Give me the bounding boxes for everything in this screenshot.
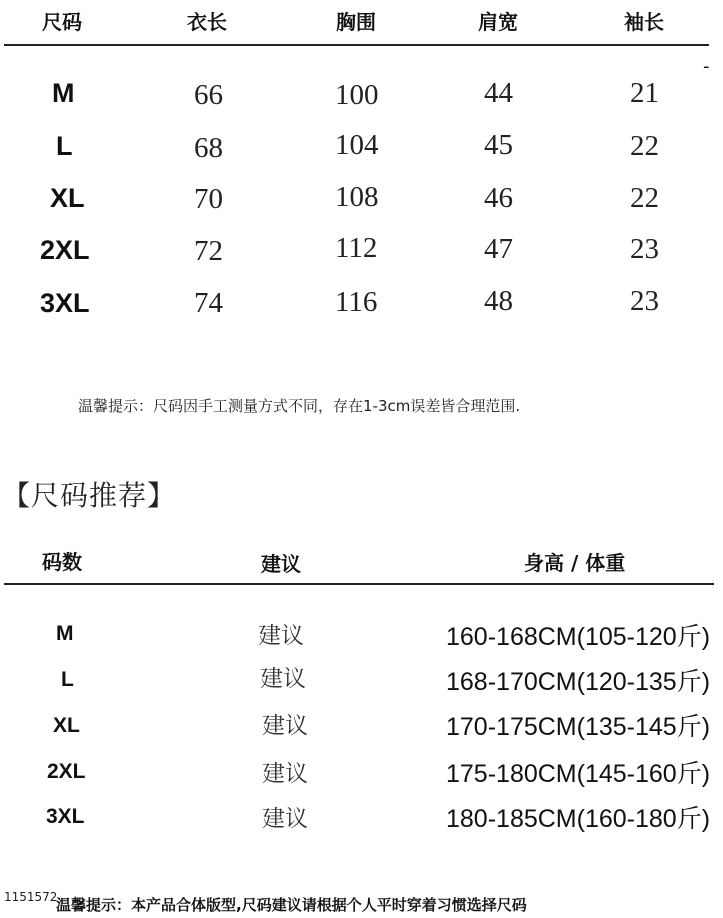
length-cell: 68 xyxy=(194,132,223,164)
rec-advice-cell: 建议 xyxy=(262,761,308,787)
header-divider xyxy=(4,44,709,46)
header-advice: 建议 xyxy=(261,552,301,576)
header-shoulder: 肩宽 xyxy=(478,10,518,34)
recommend-title: 【尺码推荐】 xyxy=(2,479,177,512)
shoulder-cell: 47 xyxy=(484,233,513,265)
header-length: 衣长 xyxy=(187,10,227,34)
rec-range-cell: 170-175CM(135-145斤) xyxy=(446,713,711,741)
rec-advice-cell: 建议 xyxy=(262,713,308,739)
rec-advice-cell: 建议 xyxy=(262,806,308,832)
length-cell: 74 xyxy=(194,287,223,319)
sleeve-cell: 23 xyxy=(630,233,659,265)
rec-range-cell: 168-170CM(120-135斤) xyxy=(446,668,711,696)
chest-cell: 108 xyxy=(335,181,379,213)
header-size-code: 码数 xyxy=(42,550,82,574)
product-id: 1151572 xyxy=(4,890,58,904)
length-cell: 66 xyxy=(194,79,223,111)
chest-cell: 116 xyxy=(335,286,378,318)
header-sleeve: 袖长 xyxy=(624,10,664,34)
shoulder-cell: 45 xyxy=(484,129,513,161)
sleeve-cell: 22 xyxy=(630,130,659,162)
chest-cell: 104 xyxy=(335,129,379,161)
size-cell: L xyxy=(56,131,73,161)
rec-size-cell: 2XL xyxy=(47,760,86,783)
size-cell: M xyxy=(52,78,75,108)
fit-note: 温馨提示：本产品合体版型,尺码建议请根据个人平时穿着习惯选择尺码 xyxy=(56,896,527,914)
length-cell: 70 xyxy=(194,183,223,215)
edge-mark: - xyxy=(703,56,710,77)
header-height-weight: 身高 / 体重 xyxy=(524,551,626,575)
length-cell: 72 xyxy=(194,235,223,267)
rec-size-cell: 3XL xyxy=(46,805,85,828)
rec-advice-cell: 建议 xyxy=(258,623,304,649)
rec-range-cell: 175-180CM(145-160斤) xyxy=(446,760,711,788)
rec-advice-cell: 建议 xyxy=(260,666,306,692)
sleeve-cell: 22 xyxy=(630,182,659,214)
rec-range-cell: 180-185CM(160-180斤) xyxy=(446,805,711,833)
header-chest: 胸围 xyxy=(336,10,376,34)
recommend-header-divider xyxy=(4,583,714,585)
rec-range-cell: 160-168CM(105-120斤) xyxy=(446,623,711,651)
sleeve-cell: 23 xyxy=(630,285,659,317)
chest-cell: 100 xyxy=(335,79,379,111)
measure-note: 温馨提示：尺码因手工测量方式不同，存在1-3cm误差皆合理范围. xyxy=(78,397,521,415)
shoulder-cell: 48 xyxy=(484,285,513,317)
shoulder-cell: 46 xyxy=(484,182,513,214)
rec-size-cell: XL xyxy=(53,714,80,737)
size-cell: 2XL xyxy=(40,235,90,265)
size-cell: 3XL xyxy=(40,288,90,318)
header-size: 尺码 xyxy=(42,10,82,34)
shoulder-cell: 44 xyxy=(484,77,513,109)
rec-size-cell: M xyxy=(56,622,74,645)
rec-size-cell: L xyxy=(61,668,74,691)
size-cell: XL xyxy=(50,183,85,213)
sleeve-cell: 21 xyxy=(630,77,659,109)
chest-cell: 112 xyxy=(335,232,378,264)
